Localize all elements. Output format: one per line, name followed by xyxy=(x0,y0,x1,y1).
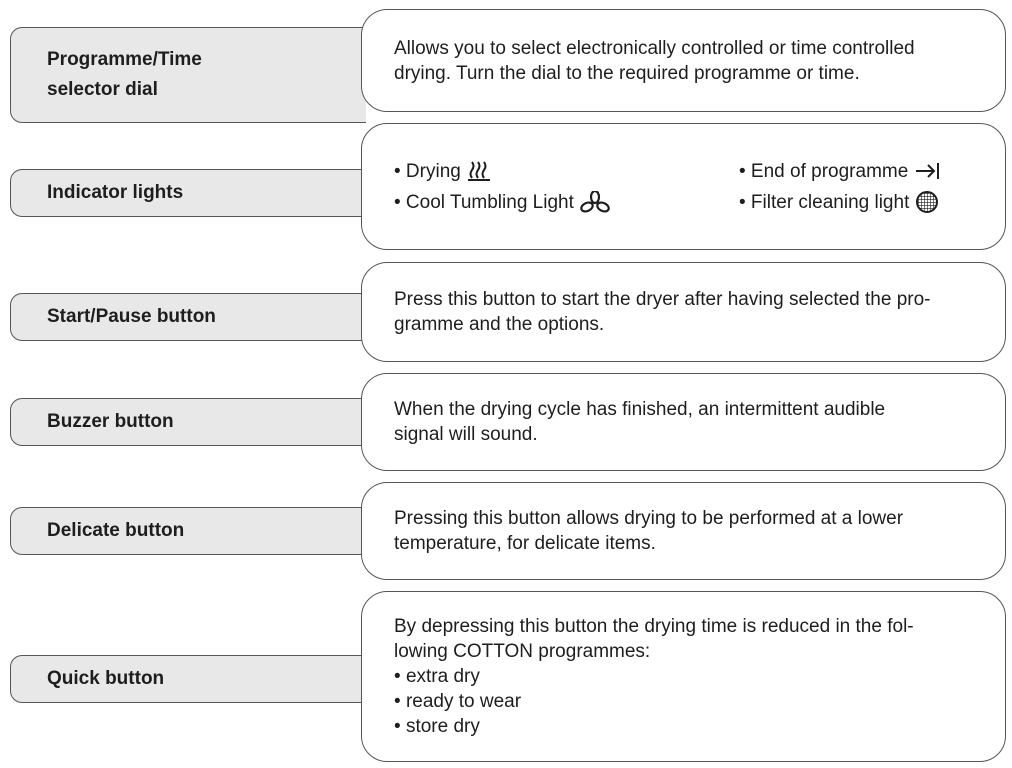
label-delicate xyxy=(10,507,366,555)
desc-line: Press this button to start the dryer after having selected the pro- xyxy=(394,289,931,310)
indicator-drying xyxy=(394,159,739,184)
desc-line: drying. Turn the dial to the required programme or time. xyxy=(394,62,860,84)
label-quick xyxy=(10,655,366,703)
label-programme-dial xyxy=(10,27,366,123)
label-text: Start/Pause button xyxy=(47,306,216,327)
desc-line: When the drying cycle has finished, an intermittent audible xyxy=(394,399,886,420)
indicator-end-text: • End of programme xyxy=(739,160,909,182)
desc-buzzer xyxy=(361,373,1006,471)
indicator-end xyxy=(739,159,981,184)
indicator-drying-text: • Drying xyxy=(394,160,461,182)
indicator-grid xyxy=(394,159,981,215)
desc-line: Allows you to select electronically controlled or time controlled xyxy=(394,37,915,59)
label-programme-dial-line1: Programme/Time xyxy=(47,49,202,70)
end-arrow-icon xyxy=(914,161,940,181)
desc-line: Pressing this button allows drying to be performed at a lower xyxy=(394,508,904,529)
label-text: Buzzer button xyxy=(47,411,174,432)
label-text: Quick button xyxy=(47,668,165,689)
desc-line: lowing COTTON programmes: xyxy=(394,641,651,662)
fan-icon xyxy=(580,191,610,213)
desc-line: signal will sound. xyxy=(394,424,538,445)
desc-line: By depressing this button the drying time is reduced in the fol- xyxy=(394,616,914,637)
filter-grid-icon xyxy=(915,190,939,214)
label-start-pause xyxy=(10,293,366,341)
indicator-cool-text: • Cool Tumbling Light xyxy=(394,191,574,213)
indicator-filter-text: • Filter cleaning light xyxy=(739,191,910,213)
desc-line: temperature, for delicate items. xyxy=(394,533,656,554)
desc-programme-dial xyxy=(361,9,1006,112)
label-buzzer xyxy=(10,398,366,446)
label-text: Indicator lights xyxy=(47,182,184,203)
indicator-cool-tumbling xyxy=(394,190,739,215)
indicator-filter xyxy=(739,190,981,215)
desc-indicator-lights xyxy=(361,123,1006,250)
desc-start-pause xyxy=(361,262,1006,362)
list-item: • store dry xyxy=(394,714,981,739)
drying-heat-icon xyxy=(467,160,491,182)
cotton-programmes-list xyxy=(394,664,981,739)
label-programme-dial-line2: selector dial xyxy=(47,79,158,100)
desc-quick xyxy=(361,591,1006,762)
label-text: Delicate button xyxy=(47,520,185,541)
label-indicator-lights xyxy=(10,169,366,217)
desc-delicate xyxy=(361,482,1006,580)
list-item: • ready to wear xyxy=(394,689,981,714)
list-item: • extra dry xyxy=(394,664,981,689)
desc-line: gramme and the options. xyxy=(394,314,605,335)
